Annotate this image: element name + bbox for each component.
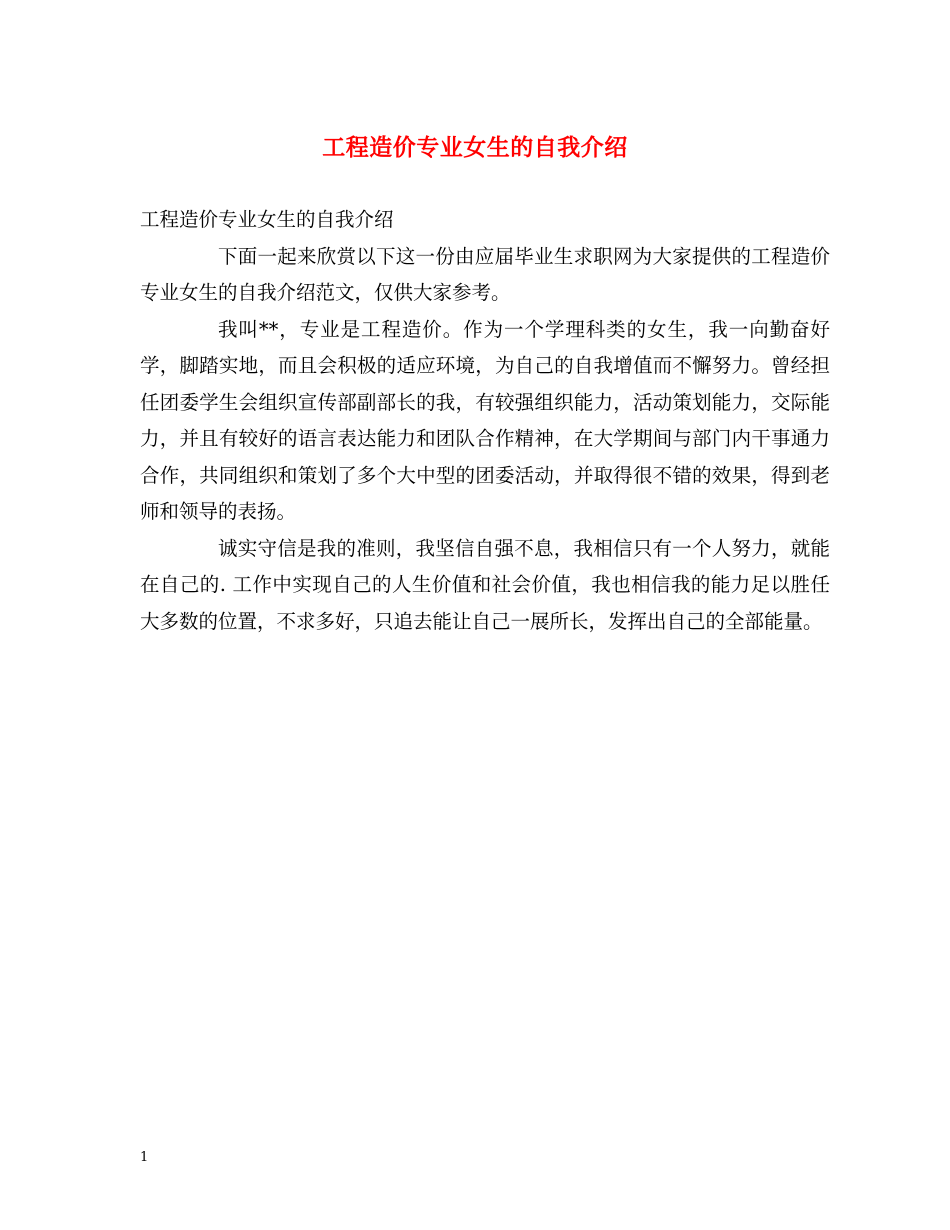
paragraph-values: 诚实守信是我的准则，我坚信自强不息，我相信只有一个人努力，就能在自己的. 工作中实现自己的人生价值和社会价值，我也相信我的能力足以胜任大多数的位置，不求多好，只追去能让自己一展所长，发挥出自己的全部能量。 (140, 536, 830, 633)
document-subtitle: 工程造价专业女生的自我介绍 (140, 208, 394, 231)
paragraph-experience: 我叫**，专业是工程造价。作为一个学理科类的女生，我一向勤奋好学，脚踏实地，而且会积极的适应环境，为自己的自我增值而不懈努力。曾经担任团委学生会组织宣传部副部长的我，有较强组织能力，活动策划能力，交际能力，并且有较好的语言表达能力和团队合作精神，在大学期间与部门内干事通力合作，共同组织和策划了多个大中型的团委活动，并取得很不错的效果，得到老师和领导的表扬。 (140, 317, 830, 523)
document-body (140, 202, 830, 640)
paragraph-intro: 下面一起来欣赏以下这一份由应届毕业生求职网为大家提供的工程造价专业女生的自我介绍范文，仅供大家参考。 (140, 244, 830, 304)
page-title: 工程造价专业女生的自我介绍 (322, 135, 628, 161)
page-number: 1 (140, 1150, 149, 1165)
